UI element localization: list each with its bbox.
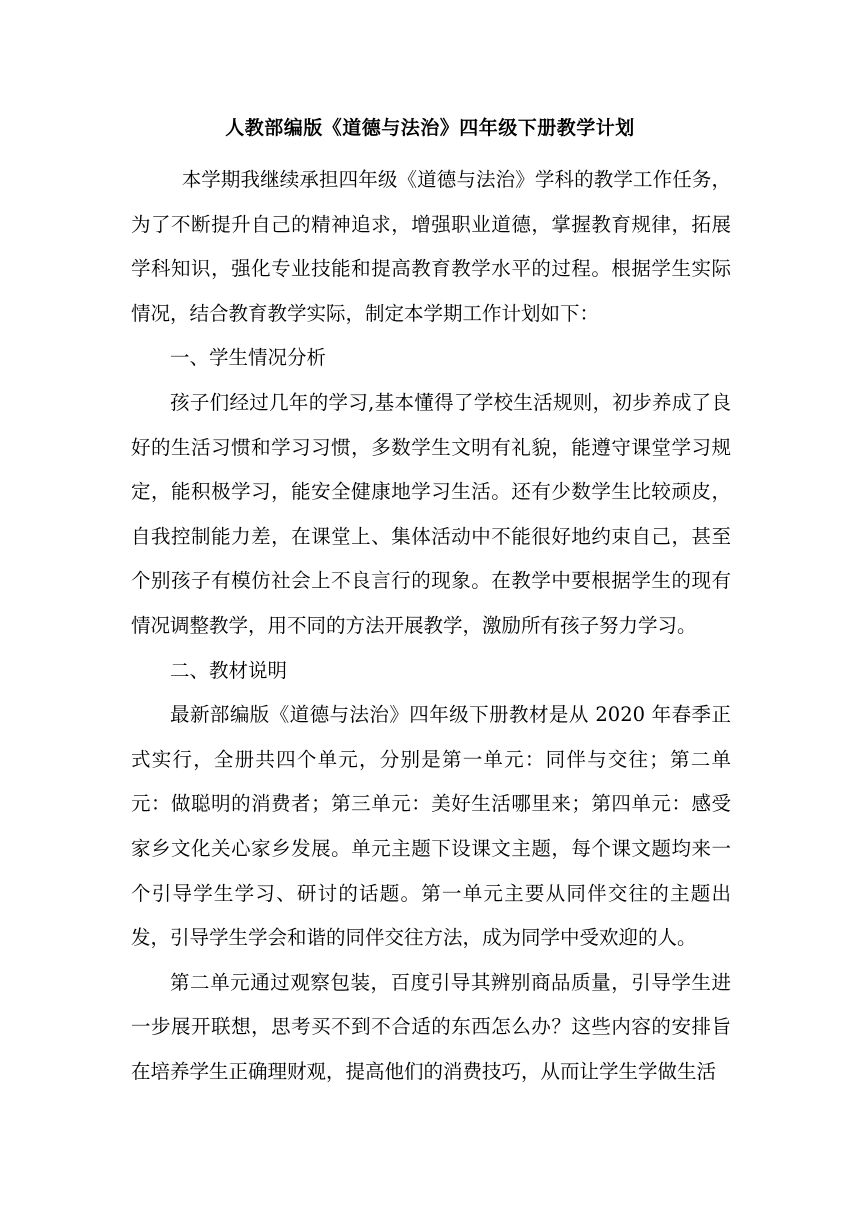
section-heading-student-analysis: 一、学生情况分析 (170, 346, 327, 370)
document-body (131, 158, 731, 1094)
intro-paragraph: 本学期我继续承担四年级《道德与法治》学科的教学工作任务，为了不断提升自己的精神追求，增强职业道德，掌握教育规律，拓展学科知识，强化专业技能和提高教育教学水平的过程。根据学生实际情况，结合教育教学实际，制定本学期工作计划如下： (131, 168, 731, 325)
textbook-paragraph: 最新部编版《道德与法治》四年级下册教材是从 2020 年春季正式实行，全册共四个单元，分别是第一单元：同伴与交往；第二单元：做聪明的消费者；第三单元：美好生活哪里来；第四单元：感受家乡文化关心家乡发展。单元主题下设课文主题，每个课文题均来一个引导学生学习、研讨的话题。第一单元主要从同伴交往的主题出发，引导学生学会和谐的同伴交往方法，成为同学中受欢迎的人。 (131, 703, 731, 950)
unit-two-paragraph: 第二单元通过观察包装，百度引导其辨别商品质量，引导学生进一步展开联想，思考买不到不合适的东西怎么办？这些内容的安排旨在培养学生正确理财观，提高他们的消费技巧，从而让学生学做生活 (131, 970, 731, 1083)
student-analysis-paragraph: 孩子们经过几年的学习,基本懂得了学校生活规则，初步养成了良好的生活习惯和学习习惯，多数学生文明有礼貌，能遵守课堂学习规定，能积极学习，能安全健康地学习生活。还有少数学生比较顽皮，自我控制能力差，在课堂上、集体活动中不能很好地约束自己，甚至个别孩子有模仿社会上不良言行的现象。在教学中要根据学生的现有情况调整教学，用不同的方法开展教学，激励所有孩子努力学习。 (131, 390, 731, 637)
section-heading-textbook: 二、教材说明 (170, 658, 288, 682)
document-title: 人教部编版《道德与法治》四年级下册教学计划 (225, 117, 635, 139)
